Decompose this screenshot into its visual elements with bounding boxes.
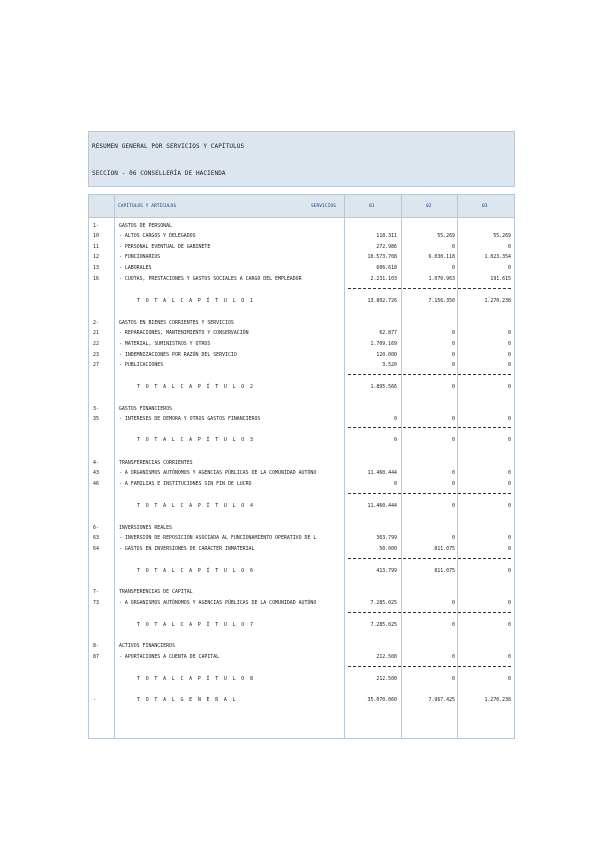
row-value-02: 0 xyxy=(452,265,455,271)
row-value-03: 0 xyxy=(508,330,511,336)
row-value-01: 11.460.444 xyxy=(367,503,397,509)
table-row xyxy=(89,275,514,285)
row-value-02: 1.070.963 xyxy=(428,276,455,282)
row-value-03: 0 xyxy=(508,503,511,509)
row-code: 27 xyxy=(93,362,99,368)
row-description: - PUBLICACIONES xyxy=(119,362,164,368)
row-description: - CUOTAS, PRESTACIONES Y GASTOS SOCIALES A CARGO DEL EMPLEADOR xyxy=(119,276,302,282)
row-value-02: 0 xyxy=(452,330,455,336)
row-description: - INTERESES DE DEMORA Y OTROS GASTOS FINANCIEROS xyxy=(119,416,261,422)
row-description: - PERSONAL EVENTUAL DE GABINETE xyxy=(119,244,211,250)
row-value-01: 3.520 xyxy=(382,362,397,368)
row-description: GASTOS DE PERSONAL xyxy=(119,223,172,229)
row-value-01: 1.709.169 xyxy=(370,341,397,347)
row-description: T O T A L C A P Í T U L O 3 xyxy=(137,437,255,443)
col-header-02: 02 xyxy=(426,204,432,209)
row-value-03: 1.023.354 xyxy=(484,254,511,260)
row-description: T O T A L C A P Í T U L O 4 xyxy=(137,503,255,509)
row-value-01: 413.799 xyxy=(376,568,397,574)
row-value-02: 0 xyxy=(452,244,455,250)
table-row xyxy=(89,319,514,329)
row-code: 73 xyxy=(93,600,99,606)
subtotal-rule xyxy=(348,666,511,667)
row-description: - APORTACIONES A CUENTA DE CAPITAL xyxy=(119,654,220,660)
row-value-02: 0 xyxy=(452,362,455,368)
row-code: 6- xyxy=(93,525,99,531)
table-header xyxy=(89,195,514,218)
row-value-02: 0 xyxy=(452,535,455,541)
row-code: 23 xyxy=(93,352,99,358)
row-code: 22 xyxy=(93,341,99,347)
row-value-01: 606.618 xyxy=(376,265,397,271)
row-value-02: 7.156.350 xyxy=(428,298,455,304)
row-code: 8- xyxy=(93,643,99,649)
table-row xyxy=(89,415,514,425)
row-value-02: 55.269 xyxy=(437,233,455,239)
row-value-01: 7.285.025 xyxy=(370,622,397,628)
table-row xyxy=(89,653,514,663)
row-value-02: 0 xyxy=(452,622,455,628)
row-value-03: 0 xyxy=(508,546,511,552)
row-description: INVERSIONES REALES xyxy=(119,525,172,531)
row-value-01: 118.311 xyxy=(376,233,397,239)
row-value-02: 6.030.118 xyxy=(428,254,455,260)
table-row xyxy=(89,351,514,361)
row-value-01: 120.000 xyxy=(376,352,397,358)
row-value-03: 0 xyxy=(508,384,511,390)
row-value-03: 0 xyxy=(508,352,511,358)
row-description: ACTIVOS FINANCIEROS xyxy=(119,643,175,649)
row-value-01: 50.000 xyxy=(379,546,397,552)
col-header-03: 03 xyxy=(482,204,488,209)
table-row xyxy=(89,545,514,555)
row-value-03: 0 xyxy=(508,622,511,628)
row-value-02: 7.967.425 xyxy=(428,697,455,703)
row-value-03: 0 xyxy=(508,362,511,368)
row-description: - A FAMILIAS E INSTITUCIONES SIN FIN DE LUCRO xyxy=(119,481,252,487)
row-code: 1- xyxy=(93,223,99,229)
total-row xyxy=(89,567,514,577)
table-row xyxy=(89,243,514,253)
row-value-03: 0 xyxy=(508,481,511,487)
row-value-03: 0 xyxy=(508,568,511,574)
row-value-02: 0 xyxy=(452,481,455,487)
subtotal-rule xyxy=(348,427,511,428)
total-row xyxy=(89,696,514,706)
table-row xyxy=(89,329,514,339)
row-code: 3- xyxy=(93,406,99,412)
col-header-description: CAPÍTULOS Y ARTÍCULOS xyxy=(118,204,177,209)
row-code: 46 xyxy=(93,481,99,487)
table-row xyxy=(89,222,514,232)
report-title: RESUMEN GENERAL POR SERVICIOS Y CAPÍTULOS xyxy=(92,143,245,150)
row-value-01: 0 xyxy=(394,481,397,487)
row-value-02: 0 xyxy=(452,470,455,476)
row-value-03: 0 xyxy=(508,470,511,476)
row-value-01: 212.500 xyxy=(376,676,397,682)
row-description: TRANSFERENCIAS CORRIENTES xyxy=(119,460,193,466)
row-value-01: 35.070.060 xyxy=(367,697,397,703)
row-description: - ALTOS CARGOS Y DELEGADOS xyxy=(119,233,196,239)
report-header xyxy=(88,131,515,187)
row-description: T O T A L C A P Í T U L O 7 xyxy=(137,622,255,628)
row-code: 7- xyxy=(93,589,99,595)
row-value-01: 272.986 xyxy=(376,244,397,250)
table-row xyxy=(89,264,514,274)
subtotal-rule xyxy=(348,493,511,494)
row-value-01: 7.285.025 xyxy=(370,600,397,606)
total-row xyxy=(89,621,514,631)
total-row xyxy=(89,502,514,512)
row-code: 4- xyxy=(93,460,99,466)
row-value-02: 811.075 xyxy=(434,568,455,574)
row-value-03: 0 xyxy=(508,535,511,541)
row-value-03: 1.270.238 xyxy=(484,697,511,703)
subtotal-rule xyxy=(348,288,511,289)
row-value-01: 11.460.444 xyxy=(367,470,397,476)
row-value-02: 0 xyxy=(452,416,455,422)
total-row xyxy=(89,436,514,446)
row-description: T O T A L C A P Í T U L O 2 xyxy=(137,384,255,390)
row-value-03: 0 xyxy=(508,416,511,422)
subtotal-rule xyxy=(348,612,511,613)
table-row xyxy=(89,524,514,534)
row-value-01: 2.231.103 xyxy=(370,276,397,282)
row-value-02: 0 xyxy=(452,600,455,606)
row-code: 21 xyxy=(93,330,99,336)
row-value-03: 0 xyxy=(508,341,511,347)
row-value-01: 1.895.566 xyxy=(370,384,397,390)
col-header-services: SERVICIOS xyxy=(311,204,336,209)
row-value-01: 13.802.726 xyxy=(367,298,397,304)
row-description: T O T A L C A P Í T U L O 6 xyxy=(137,568,255,574)
table-row xyxy=(89,232,514,242)
total-row xyxy=(89,297,514,307)
row-description: - GASTOS EN INVERSIONES DE CARÁCTER INMATERIAL xyxy=(119,546,255,552)
table-row xyxy=(89,534,514,544)
row-code: 43 xyxy=(93,470,99,476)
table-row xyxy=(89,253,514,263)
row-description: T O T A L C A P Í T U L O 1 xyxy=(137,298,255,304)
subtotal-rule xyxy=(348,558,511,559)
row-value-01: 10.573.708 xyxy=(367,254,397,260)
row-description: - REPARACIONES, MANTENIMIENTO Y CONSERVACIÓN xyxy=(119,330,249,336)
row-description: - FUNCIONARIOS xyxy=(119,254,161,260)
row-code: 11 xyxy=(93,244,99,250)
row-value-03: 55.269 xyxy=(493,233,511,239)
col-header-01: 01 xyxy=(369,204,375,209)
subtotal-rule xyxy=(348,374,511,375)
row-value-02: 0 xyxy=(452,503,455,509)
row-code: 16 xyxy=(93,276,99,282)
row-description: TRANSFERENCIAS DE CAPITAL xyxy=(119,589,193,595)
row-value-02: 0 xyxy=(452,676,455,682)
section-title: SECCION - 06 CONSELLERÍA DE HACIENDA xyxy=(92,170,226,177)
row-value-02: 0 xyxy=(452,384,455,390)
table-row xyxy=(89,469,514,479)
row-value-02: 0 xyxy=(452,437,455,443)
row-code: 10 xyxy=(93,233,99,239)
table-row xyxy=(89,340,514,350)
row-description: - INDEMNIZACIONES POR RAZÓN DEL SERVICIO xyxy=(119,352,237,358)
total-row xyxy=(89,383,514,393)
row-value-02: 0 xyxy=(452,654,455,660)
row-value-03: 0 xyxy=(508,244,511,250)
budget-table xyxy=(88,194,515,739)
row-value-03: 0 xyxy=(508,654,511,660)
row-code: 12 xyxy=(93,254,99,260)
row-value-01: 363.799 xyxy=(376,535,397,541)
row-description: - A ORGANISMOS AUTÓNOMOS Y AGENCIAS PÚBLICAS DE LA COMUNIDAD AUTÓNO xyxy=(119,600,317,606)
table-row xyxy=(89,588,514,598)
row-value-03: 0 xyxy=(508,437,511,443)
row-value-03: 0 xyxy=(508,600,511,606)
row-code: 35 xyxy=(93,416,99,422)
row-description: - INVERSIÓN DE REPOSICIÓN ASOCIADA AL FUNCIONAMIENTO OPERATIVO DE L xyxy=(119,535,317,541)
row-value-03: 0 xyxy=(508,676,511,682)
row-value-02: 811.075 xyxy=(434,546,455,552)
row-description: T O T A L G E N E R A L xyxy=(137,697,237,703)
row-description: T O T A L C A P Í T U L O 8 xyxy=(137,676,255,682)
row-value-01: 212.500 xyxy=(376,654,397,660)
row-description: GASTOS FINANCIEROS xyxy=(119,406,172,412)
row-value-03: 0 xyxy=(508,265,511,271)
row-value-02: 0 xyxy=(452,352,455,358)
table-row xyxy=(89,405,514,415)
table-row xyxy=(89,459,514,469)
row-description: - A ORGANISMOS AUTÓNOMOS Y AGENCIAS PÚBLICAS DE LA COMUNIDAD AUTÓNO xyxy=(119,470,317,476)
row-code: 2- xyxy=(93,320,99,326)
row-code: 63 xyxy=(93,535,99,541)
total-row xyxy=(89,675,514,685)
row-code: - xyxy=(93,697,96,703)
row-value-02: 0 xyxy=(452,341,455,347)
row-code: 87 xyxy=(93,654,99,660)
row-code: 64 xyxy=(93,546,99,552)
row-value-01: 0 xyxy=(394,437,397,443)
row-description: GASTOS EN BIENES CORRIENTES Y SERVICIOS xyxy=(119,320,234,326)
table-row xyxy=(89,361,514,371)
row-value-01: 62.877 xyxy=(379,330,397,336)
table-row xyxy=(89,480,514,490)
row-description: - MATERIAL, SUMINISTROS Y OTROS xyxy=(119,341,211,347)
table-row xyxy=(89,599,514,609)
row-description: - LABORALES xyxy=(119,265,152,271)
row-value-03: 191.615 xyxy=(490,276,511,282)
row-code: 13 xyxy=(93,265,99,271)
table-row xyxy=(89,642,514,652)
row-value-01: 0 xyxy=(394,416,397,422)
row-value-03: 1.270.238 xyxy=(484,298,511,304)
